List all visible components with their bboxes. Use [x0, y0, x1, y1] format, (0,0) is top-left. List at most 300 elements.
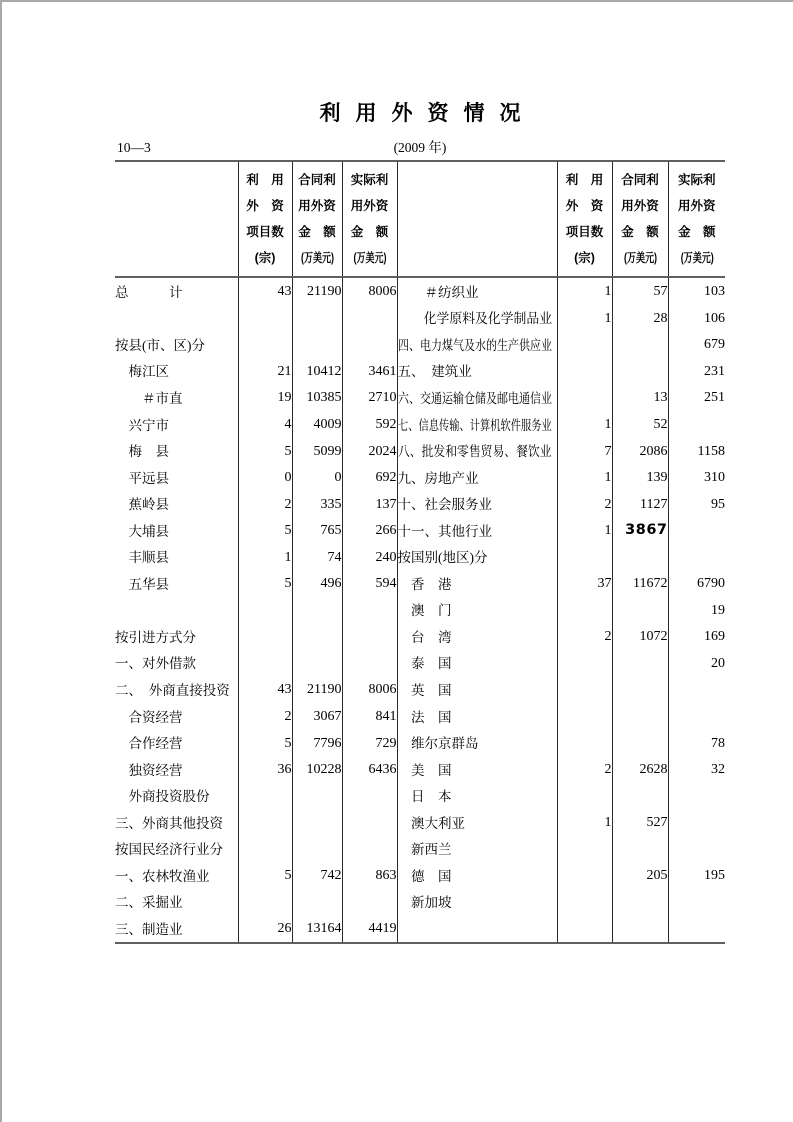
row-label: 按引进方式分 [115, 629, 196, 645]
cell-value: 335 [320, 496, 342, 512]
cell-value: 10385 [306, 390, 342, 406]
cell-value: 37 [597, 576, 612, 592]
left-stub-header-cell [115, 161, 238, 277]
cell-value: 527 [646, 815, 668, 831]
row-label-cell [115, 437, 238, 464]
column-header-line: 外 资 [565, 199, 604, 213]
row-label-cell [397, 915, 557, 943]
value-cell [292, 570, 342, 597]
row-label-cell [397, 411, 557, 438]
row-label-cell [115, 729, 238, 756]
value-cell [292, 756, 342, 783]
cell-value: 2628 [639, 762, 668, 778]
value-cell [238, 517, 292, 544]
cell-value: 2 [604, 629, 612, 645]
value-cell [342, 570, 397, 597]
cell-value: 13 [653, 390, 668, 406]
value-cell [668, 729, 725, 756]
value-cell [557, 650, 612, 677]
cell-value: 10228 [306, 762, 342, 778]
table-row [115, 676, 725, 703]
value-cell [292, 889, 342, 916]
value-cell [238, 597, 292, 624]
value-cell [292, 782, 342, 809]
row-label-cell [115, 570, 238, 597]
cell-value: 3067 [313, 709, 342, 725]
value-cell [557, 915, 612, 943]
column-header-line: (万美元) [300, 251, 334, 265]
value-cell [612, 835, 668, 862]
value-cell [342, 756, 397, 783]
row-label: 一、对外借款 [115, 656, 196, 672]
cell-value: 5099 [313, 443, 342, 459]
value-cell [612, 570, 668, 597]
table-row [115, 729, 725, 756]
cell-value: 2086 [639, 443, 668, 459]
row-label-cell [397, 835, 557, 862]
value-cell [557, 835, 612, 862]
row-label: 澳大利亚 [397, 815, 465, 831]
value-cell [342, 676, 397, 703]
table-row [115, 889, 725, 916]
value-cell [557, 384, 612, 411]
value-cell [612, 277, 668, 305]
row-label-cell [397, 676, 557, 703]
value-cell [668, 358, 725, 385]
cell-value: 592 [375, 417, 397, 432]
value-cell [292, 490, 342, 517]
value-cell [668, 305, 725, 332]
row-label-cell [397, 623, 557, 650]
row-label-cell [397, 331, 557, 358]
value-cell [557, 490, 612, 517]
row-label-cell [115, 676, 238, 703]
value-cell [238, 358, 292, 385]
cell-value: 0 [284, 470, 292, 486]
value-cell [557, 358, 612, 385]
value-cell [342, 517, 397, 544]
value-cell [342, 782, 397, 809]
cell-value: 1 [604, 417, 612, 432]
row-label: 合作经营 [115, 736, 183, 752]
row-label-cell [397, 729, 557, 756]
row-label: 兴宁市 [115, 417, 169, 433]
value-cell [342, 305, 397, 332]
value-cell [292, 623, 342, 650]
cell-value: 21190 [307, 682, 342, 698]
value-cell [557, 597, 612, 624]
row-label-cell [397, 809, 557, 836]
row-label: 按县(市、区)分 [115, 337, 205, 353]
row-label-cell [115, 517, 238, 544]
cell-value: 2 [284, 709, 292, 725]
cell-value: 4009 [313, 417, 342, 432]
value-cell [238, 305, 292, 332]
right-stub-header-cell [397, 161, 557, 277]
cell-value: 5 [284, 443, 292, 459]
value-cell [342, 835, 397, 862]
value-cell [557, 862, 612, 889]
row-label: 三、制造业 [115, 921, 183, 937]
row-label-cell [397, 490, 557, 517]
table-row [115, 490, 725, 517]
value-cell [557, 464, 612, 491]
column-header-line: 合同利 [621, 173, 659, 187]
value-cell [612, 437, 668, 464]
cell-value: 137 [375, 496, 397, 512]
cell-value: 103 [704, 284, 725, 300]
table-header-row [115, 161, 725, 277]
table-row [115, 411, 725, 438]
value-cell [557, 331, 612, 358]
value-cell [668, 809, 725, 836]
row-label-cell [115, 331, 238, 358]
row-label: 十一、其他行业 [397, 523, 492, 539]
column-header-line: 用外资 [350, 199, 389, 213]
value-cell [557, 623, 612, 650]
value-cell [342, 384, 397, 411]
value-cell [238, 464, 292, 491]
row-label-cell [397, 437, 557, 464]
value-cell [238, 384, 292, 411]
table-row [115, 305, 725, 332]
cell-value: 1 [604, 815, 612, 831]
cell-value: 1158 [697, 443, 725, 459]
value-cell [668, 331, 725, 358]
row-label-cell [397, 358, 557, 385]
row-label: 九、房地产业 [397, 470, 479, 486]
value-cell [612, 809, 668, 836]
row-label: ＃市直 [115, 390, 183, 406]
value-cell [612, 703, 668, 730]
value-cell [668, 915, 725, 943]
row-label: 一、农林牧渔业 [115, 868, 210, 884]
cell-value: 729 [375, 735, 397, 751]
cell-value: 106 [704, 310, 725, 326]
column-header-line: 实际利 [350, 173, 389, 187]
row-label: 八、批发和零售贸易、餐饮业 [397, 444, 552, 460]
cell-value: 5 [284, 735, 292, 751]
value-cell [557, 517, 612, 544]
row-label-cell [397, 650, 557, 677]
cell-value: 1 [604, 470, 612, 486]
value-cell [292, 703, 342, 730]
cell-value: 36 [277, 762, 292, 778]
cell-value: 765 [320, 523, 342, 539]
row-label-cell [115, 650, 238, 677]
cell-value: 5 [284, 868, 292, 884]
value-cell [238, 703, 292, 730]
cell-value: 2710 [368, 390, 397, 406]
value-cell [292, 384, 342, 411]
value-cell [612, 623, 668, 650]
value-cell [292, 437, 342, 464]
column-header-line: (宗) [574, 251, 595, 265]
value-cell [668, 517, 725, 544]
value-cell [668, 782, 725, 809]
row-label-cell [115, 623, 238, 650]
row-label: 十、社会服务业 [397, 497, 492, 513]
value-cell [557, 543, 612, 570]
value-cell [342, 889, 397, 916]
value-cell [668, 570, 725, 597]
row-label: 外商投资股份 [115, 789, 210, 805]
value-cell [342, 358, 397, 385]
column-header-line: 用外资 [677, 199, 716, 213]
column-header-contracted [292, 161, 342, 277]
column-header-line: (宗) [254, 251, 276, 265]
row-label-cell [115, 756, 238, 783]
value-cell [668, 437, 725, 464]
column-header-line: 利 用 [246, 173, 284, 187]
row-label-cell [397, 384, 557, 411]
page-title: 利用外资情况 [319, 102, 536, 125]
value-cell [342, 915, 397, 943]
row-label: 总 计 [115, 284, 183, 300]
row-label-cell [397, 703, 557, 730]
value-cell [612, 597, 668, 624]
value-cell [342, 490, 397, 517]
column-header-line: (万美元) [352, 251, 386, 265]
year-label: (2009 年) [393, 140, 447, 155]
value-cell [612, 490, 668, 517]
cell-value: 3867 [625, 522, 668, 539]
cell-value: 19 [711, 602, 725, 618]
row-label-cell [115, 835, 238, 862]
value-cell [292, 835, 342, 862]
cell-value: 78 [711, 735, 725, 751]
column-header-line: 金 额 [677, 225, 716, 239]
cell-value: 43 [277, 284, 292, 300]
value-cell [612, 464, 668, 491]
row-label-cell [397, 862, 557, 889]
row-label: 二、 外商直接投资 [115, 682, 230, 698]
value-cell [292, 305, 342, 332]
column-header-actual [668, 161, 725, 277]
value-cell [342, 862, 397, 889]
cell-value: 21 [277, 363, 292, 379]
row-label: 日 本 [397, 789, 452, 805]
cell-value: 52 [653, 417, 668, 432]
value-cell [668, 835, 725, 862]
row-label: 四、电力煤气及水的生产供应业 [397, 337, 552, 353]
row-label: 梅 县 [115, 444, 169, 460]
value-cell [238, 782, 292, 809]
cell-value: 26 [277, 921, 292, 937]
value-cell [612, 862, 668, 889]
table-row [115, 543, 725, 570]
cell-value: 841 [375, 709, 397, 725]
cell-value: 43 [277, 682, 292, 698]
cell-value: 10412 [306, 363, 342, 379]
row-label-cell [115, 543, 238, 570]
value-cell [238, 623, 292, 650]
cell-value: 742 [320, 868, 342, 884]
value-cell [238, 889, 292, 916]
cell-value: 169 [704, 629, 725, 645]
table-row [115, 570, 725, 597]
value-cell [238, 411, 292, 438]
cell-value: 8006 [368, 682, 397, 698]
value-cell [612, 782, 668, 809]
value-cell [342, 623, 397, 650]
cell-value: 95 [711, 496, 725, 512]
cell-value: 594 [375, 576, 397, 592]
cell-value: 19 [277, 390, 292, 406]
table-sheet [115, 2, 725, 944]
cell-value: 2 [604, 762, 612, 778]
column-header-line: 项目数 [246, 225, 284, 239]
row-label-cell [397, 756, 557, 783]
row-label: 美 国 [397, 762, 452, 778]
row-label-cell [397, 782, 557, 809]
cell-value: 13164 [306, 921, 342, 937]
value-cell [612, 676, 668, 703]
table-row [115, 809, 725, 836]
row-label-cell [397, 517, 557, 544]
column-header-line: 用外资 [621, 199, 659, 213]
row-label: 蕉岭县 [115, 497, 169, 513]
value-cell [612, 915, 668, 943]
table-row [115, 358, 725, 385]
row-label: 法 国 [397, 709, 452, 725]
cell-value: 251 [704, 390, 725, 406]
column-header-line: 实际利 [677, 173, 716, 187]
value-cell [292, 676, 342, 703]
row-label-cell [115, 809, 238, 836]
column-header-project-count [238, 161, 292, 277]
row-label: 二、采掘业 [115, 895, 183, 911]
cell-value: 21190 [307, 284, 342, 300]
row-label: 七、信息传输、计算机软件服务业 [397, 417, 552, 433]
row-label-cell [115, 889, 238, 916]
row-label-cell [115, 490, 238, 517]
value-cell [342, 411, 397, 438]
row-label: 香 港 [397, 576, 452, 592]
value-cell [612, 331, 668, 358]
row-label-cell [115, 384, 238, 411]
cell-value: 4419 [368, 921, 397, 937]
column-header-line: 金 额 [298, 225, 336, 239]
value-cell [292, 597, 342, 624]
value-cell [557, 277, 612, 305]
column-header-line: 金 额 [621, 225, 659, 239]
cell-value: 310 [704, 470, 725, 486]
cell-value: 8006 [368, 284, 397, 300]
table-row [115, 835, 725, 862]
value-cell [238, 543, 292, 570]
value-cell [668, 277, 725, 305]
value-cell [342, 597, 397, 624]
value-cell [557, 729, 612, 756]
value-cell [557, 809, 612, 836]
value-cell [342, 437, 397, 464]
cell-value: 3461 [368, 363, 397, 379]
cell-value: 57 [653, 284, 668, 300]
table-row [115, 862, 725, 889]
column-header-actual [342, 161, 397, 277]
table-row [115, 331, 725, 358]
row-label: 化学原料及化学制品业 [397, 311, 552, 327]
value-cell [668, 464, 725, 491]
value-cell [612, 384, 668, 411]
value-cell [612, 729, 668, 756]
cell-value: 6790 [697, 576, 725, 592]
value-cell [292, 650, 342, 677]
value-cell [292, 517, 342, 544]
row-label-cell [115, 915, 238, 943]
row-label-cell [115, 703, 238, 730]
value-cell [557, 570, 612, 597]
row-label-cell [397, 543, 557, 570]
row-label: 丰顺县 [115, 550, 169, 566]
value-cell [668, 384, 725, 411]
value-cell [557, 782, 612, 809]
row-label: 五、 建筑业 [397, 364, 472, 380]
value-cell [292, 729, 342, 756]
table-row [115, 782, 725, 809]
cell-value: 692 [375, 470, 397, 486]
row-label-cell [115, 597, 238, 624]
row-label: 澳 门 [397, 603, 452, 619]
value-cell [612, 411, 668, 438]
value-cell [292, 862, 342, 889]
cell-value: 195 [704, 868, 725, 884]
cell-value: 679 [704, 337, 725, 353]
table-row [115, 650, 725, 677]
value-cell [238, 809, 292, 836]
table-row [115, 277, 725, 305]
row-label-cell [115, 358, 238, 385]
cell-value: 2 [284, 496, 292, 512]
value-cell [668, 756, 725, 783]
value-cell [342, 809, 397, 836]
value-cell [557, 756, 612, 783]
row-label-cell [115, 305, 238, 332]
value-cell [668, 889, 725, 916]
value-cell [238, 570, 292, 597]
value-cell [668, 543, 725, 570]
row-label: 独资经营 [115, 762, 183, 778]
column-header-project-count [557, 161, 612, 277]
value-cell [612, 305, 668, 332]
row-label-cell [397, 570, 557, 597]
value-cell [668, 597, 725, 624]
row-label: 新西兰 [397, 842, 452, 858]
value-cell [557, 305, 612, 332]
table-row [115, 915, 725, 943]
cell-value: 20 [711, 655, 725, 671]
row-label: 三、外商其他投资 [115, 815, 223, 831]
row-label-cell [115, 411, 238, 438]
value-cell [238, 437, 292, 464]
value-cell [612, 517, 668, 544]
table-row [115, 703, 725, 730]
value-cell [292, 358, 342, 385]
value-cell [612, 650, 668, 677]
cell-value: 1 [284, 549, 292, 565]
value-cell [238, 915, 292, 943]
value-cell [238, 862, 292, 889]
cell-value: 2024 [368, 443, 397, 459]
row-label-cell [397, 277, 557, 305]
value-cell [342, 277, 397, 305]
value-cell [557, 411, 612, 438]
row-label-cell [115, 464, 238, 491]
row-label: 按国别(地区)分 [397, 550, 488, 566]
value-cell [668, 703, 725, 730]
value-cell [668, 411, 725, 438]
